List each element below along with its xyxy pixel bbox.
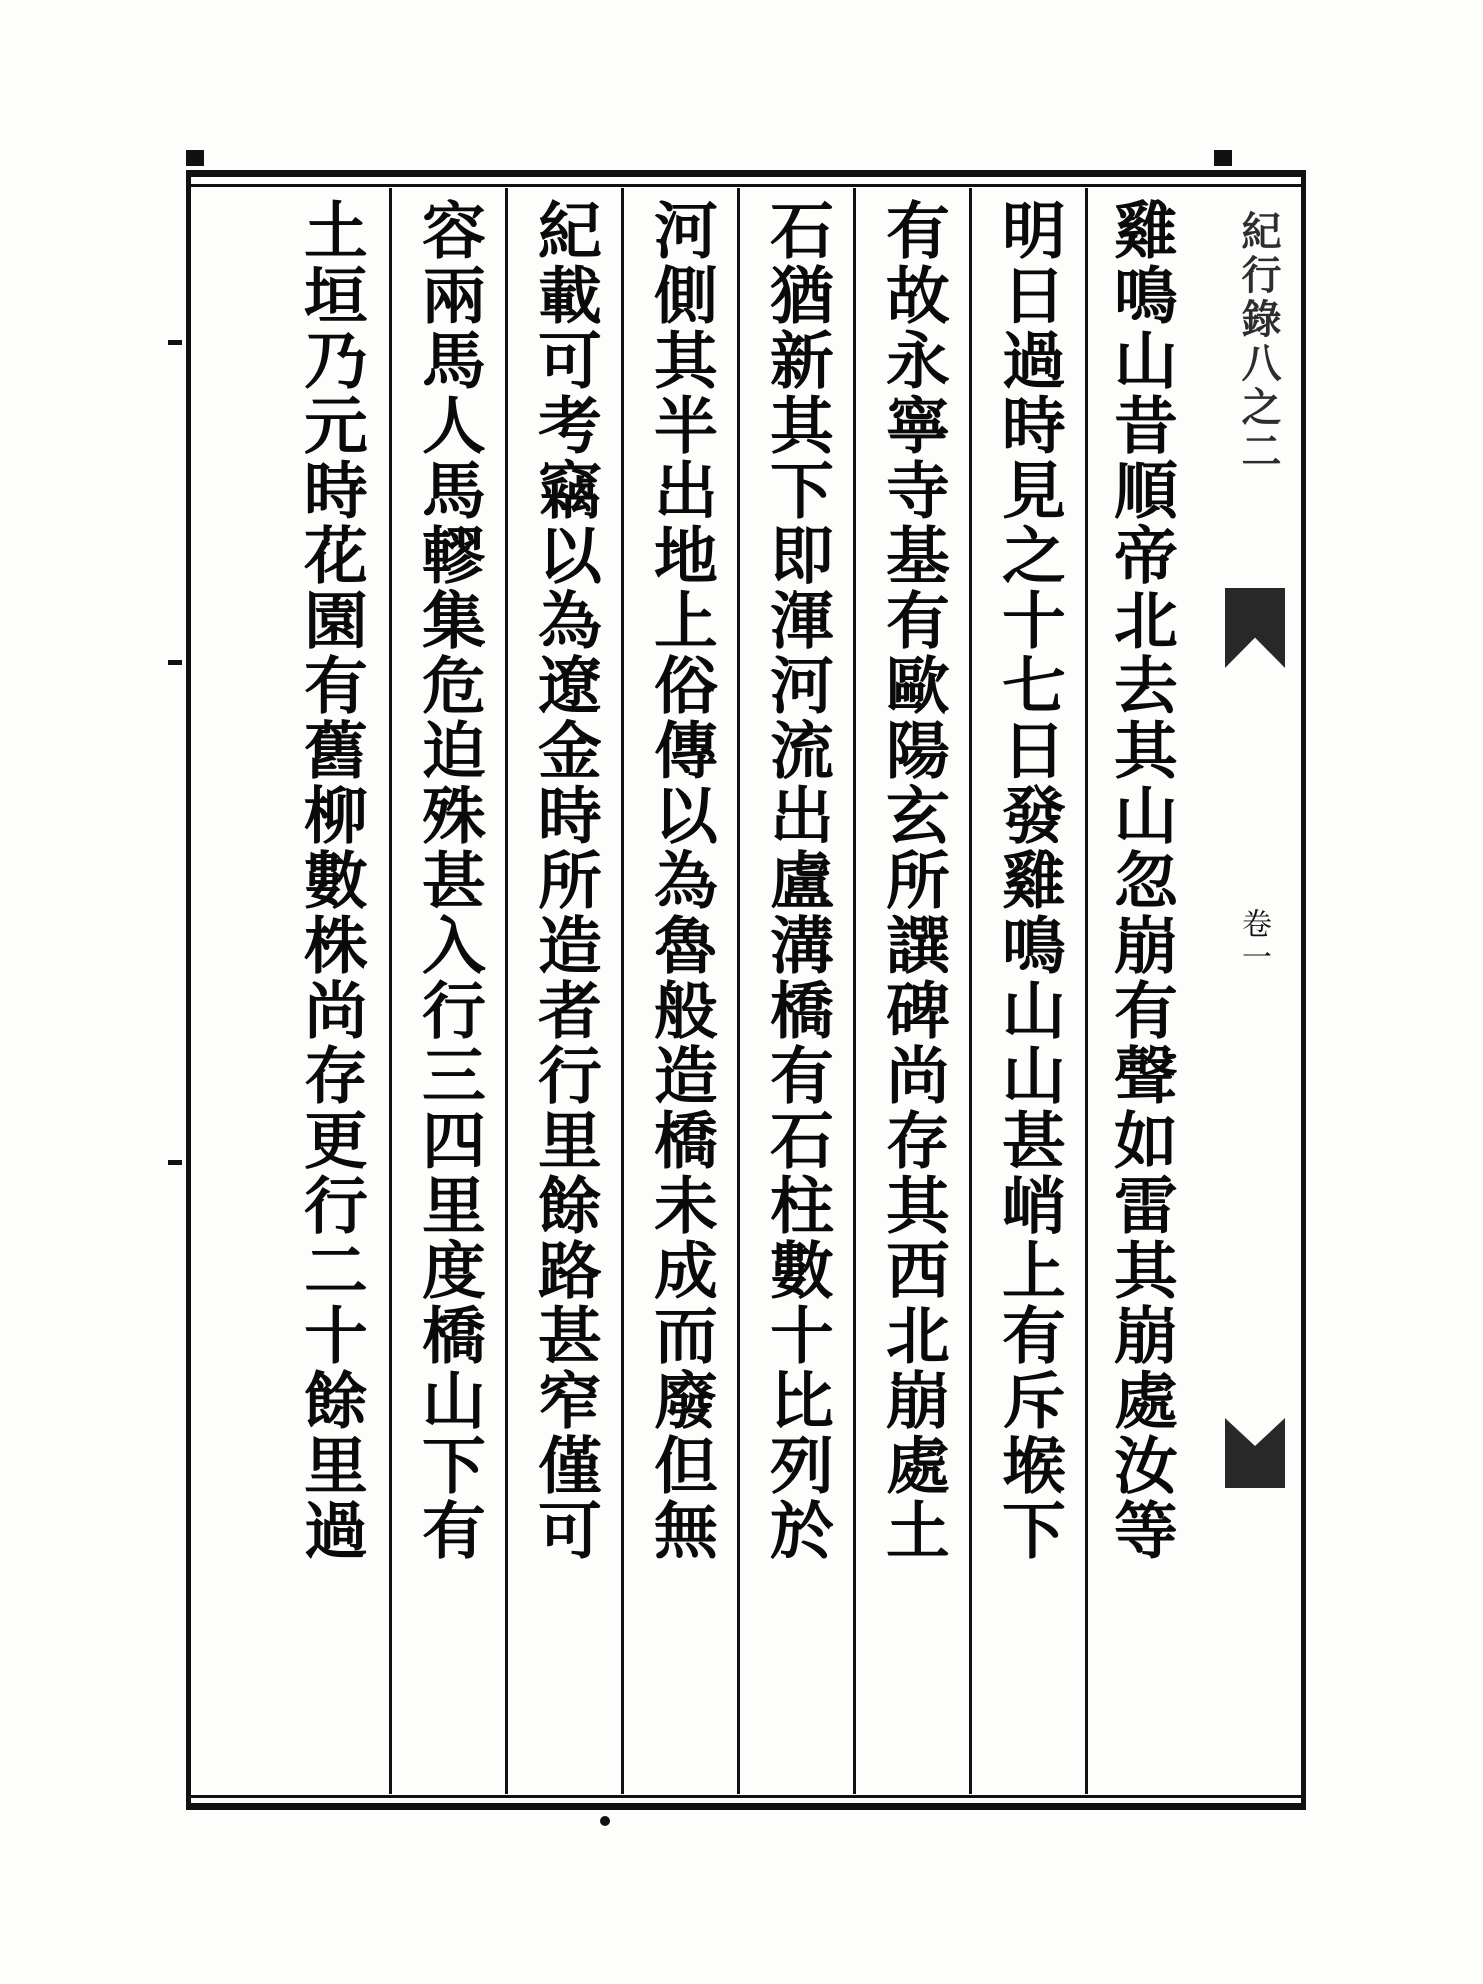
text-column xyxy=(853,188,969,1794)
corner-tick-top-left xyxy=(186,150,204,166)
text-column xyxy=(621,188,737,1794)
fishtail-mark-upper-icon xyxy=(1225,588,1285,668)
text-column-container xyxy=(191,188,1301,1794)
column-text: 紀載可考竊以為遼金時所造者行里餘路甚窄僅可 xyxy=(527,198,603,1563)
volume-label: 卷一 xyxy=(1236,908,1271,974)
page-border-inner-bottom-rule xyxy=(186,1795,1306,1798)
margin-banner-column xyxy=(1193,188,1301,1794)
column-text: 河側其半出地上俗傳以為魯般造橋未成而廢但無 xyxy=(643,198,719,1563)
text-column xyxy=(389,188,505,1794)
text-column xyxy=(273,188,389,1794)
edge-tick-bottom xyxy=(600,1816,610,1826)
book-title-banner: 紀行錄八之二 xyxy=(1235,210,1282,474)
text-column xyxy=(505,188,621,1794)
edge-tick-left-upper xyxy=(168,340,182,345)
text-column xyxy=(737,188,853,1794)
column-text: 明日過時見之十七日發雞鳴山山甚峭上有斥堠下 xyxy=(991,198,1067,1563)
fishtail-mark-lower-icon xyxy=(1225,1418,1285,1488)
edge-tick-left-lower xyxy=(168,1160,182,1165)
text-column xyxy=(1085,188,1193,1794)
column-text: 土垣乃元時花園有舊柳數株尚存更行二十餘里過 xyxy=(293,198,369,1563)
column-text: 有故永寧寺基有歐陽玄所譔碑尚存其西北崩處土 xyxy=(875,198,951,1563)
column-text: 雞鳴山昔順帝北去其山忽崩有聲如雷其崩處汝等 xyxy=(1103,198,1179,1563)
column-text: 容兩馬人馬轇集危迫殊甚入行三四里度橋山下有 xyxy=(411,198,487,1563)
text-column xyxy=(969,188,1085,1794)
corner-tick-top-right xyxy=(1214,150,1232,166)
edge-tick-left-middle xyxy=(168,660,182,665)
page-border-inner-top-rule xyxy=(186,184,1306,187)
column-text: 石猶新其下即渾河流出盧溝橋有石柱數十比列於 xyxy=(759,198,835,1563)
